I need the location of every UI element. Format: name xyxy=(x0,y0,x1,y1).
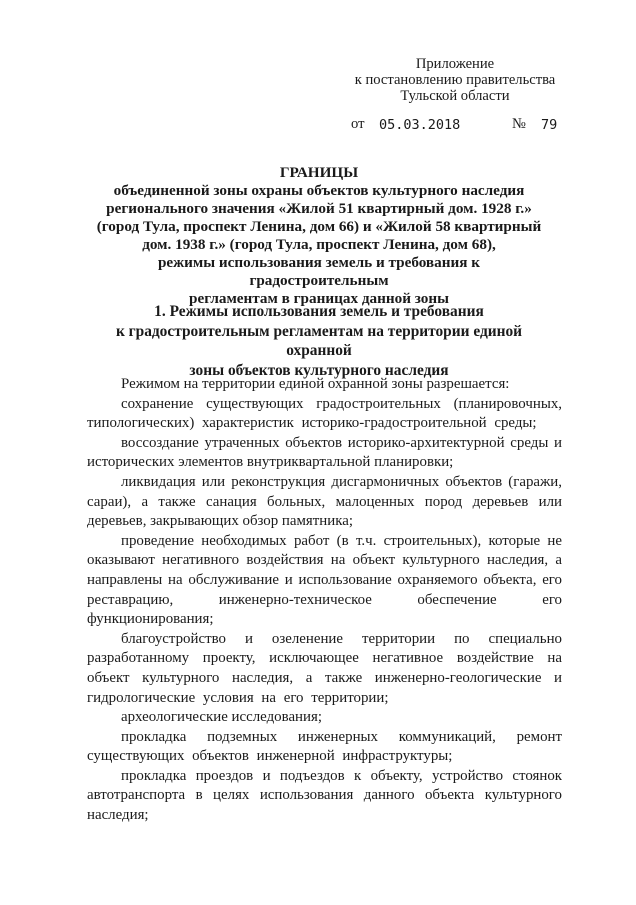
appendix-block xyxy=(350,56,560,104)
paragraph-liquidation: ликвидация или реконструкция дисгармоничных объектов (гаражи, сараи), а также санация больных, малоценных пород деревьев или деревьев, закрывающих обзор памятника; xyxy=(87,473,562,530)
paragraph-landscaping: благоустройство и озеленение территории по специально разработанному проекту, исключающее негативное воздействие на объект культурного наследия, а также инженерно-геологические и гидрологические условия на его территории; xyxy=(87,630,562,706)
title-line: регламентам в границах данной зоны xyxy=(189,290,449,307)
document-body xyxy=(87,375,562,826)
title-line: дом. 1938 г.» (город Тула, проспект Ленина, дом 68), xyxy=(142,236,496,253)
date-number-line xyxy=(351,116,558,133)
paragraph-works: проведение необходимых работ (в т.ч. строительных), которые не оказывают негативного воздействия на объект культурного наследия, а направлены на обслуживание и использование охраняемого объекта, его реставрацию, инженерно-техническое обеспечение его функционирования; xyxy=(87,532,562,628)
date-prefix: от xyxy=(351,116,365,132)
title-line: регионального значения «Жилой 51 квартирный дом. 1928 г.» xyxy=(106,200,532,217)
appendix-line: Приложение xyxy=(415,56,495,72)
title-line: (город Тула, проспект Ленина, дом 66) и «Жилой 58 квартирный xyxy=(96,218,542,235)
heading-line: зоны объектов культурного наследия xyxy=(189,361,449,379)
document-title xyxy=(96,164,542,308)
heading-line: 1. Режимы использования земель и требования xyxy=(154,303,484,320)
title-line: ГРАНИЦЫ xyxy=(279,164,359,181)
title-line: объединенной зоны охраны объектов культурного наследия xyxy=(113,182,525,199)
section-heading xyxy=(96,302,542,380)
paragraph-utilities: прокладка подземных инженерных коммуникаций, ремонт существующих объектов инженерной инфраструктуры; xyxy=(87,728,562,765)
paragraph-recreation: воссоздание утраченных объектов историко-архитектурной среды и исторических элементов внутриквартальной планировки; xyxy=(87,434,562,471)
paragraph-archaeology: археологические исследования; xyxy=(121,709,322,726)
paragraph-preservation: сохранение существующих градостроительных (планировочных, типологических) характеристик историко-градостроительной среды; xyxy=(87,395,562,432)
appendix-line: к постановлению правительства xyxy=(354,72,556,88)
document-number: 79 xyxy=(541,117,558,133)
appendix-line: Тульской области xyxy=(400,88,510,104)
number-sign: № xyxy=(512,116,526,132)
paragraph-driveways: прокладка проездов и подъездов к объекту, устройство стоянок автотранспорта в целях использования данного объекта культурного наследия; xyxy=(87,767,562,824)
document-date: 05.03.2018 xyxy=(379,117,461,133)
heading-line: к градостроительным регламентам на территории единой охранной xyxy=(115,322,523,359)
title-line: режимы использования земель и требования к градостроительным xyxy=(157,254,480,289)
paragraph-intro: Режимом на территории единой охранной зоны разрешается: xyxy=(121,376,510,392)
